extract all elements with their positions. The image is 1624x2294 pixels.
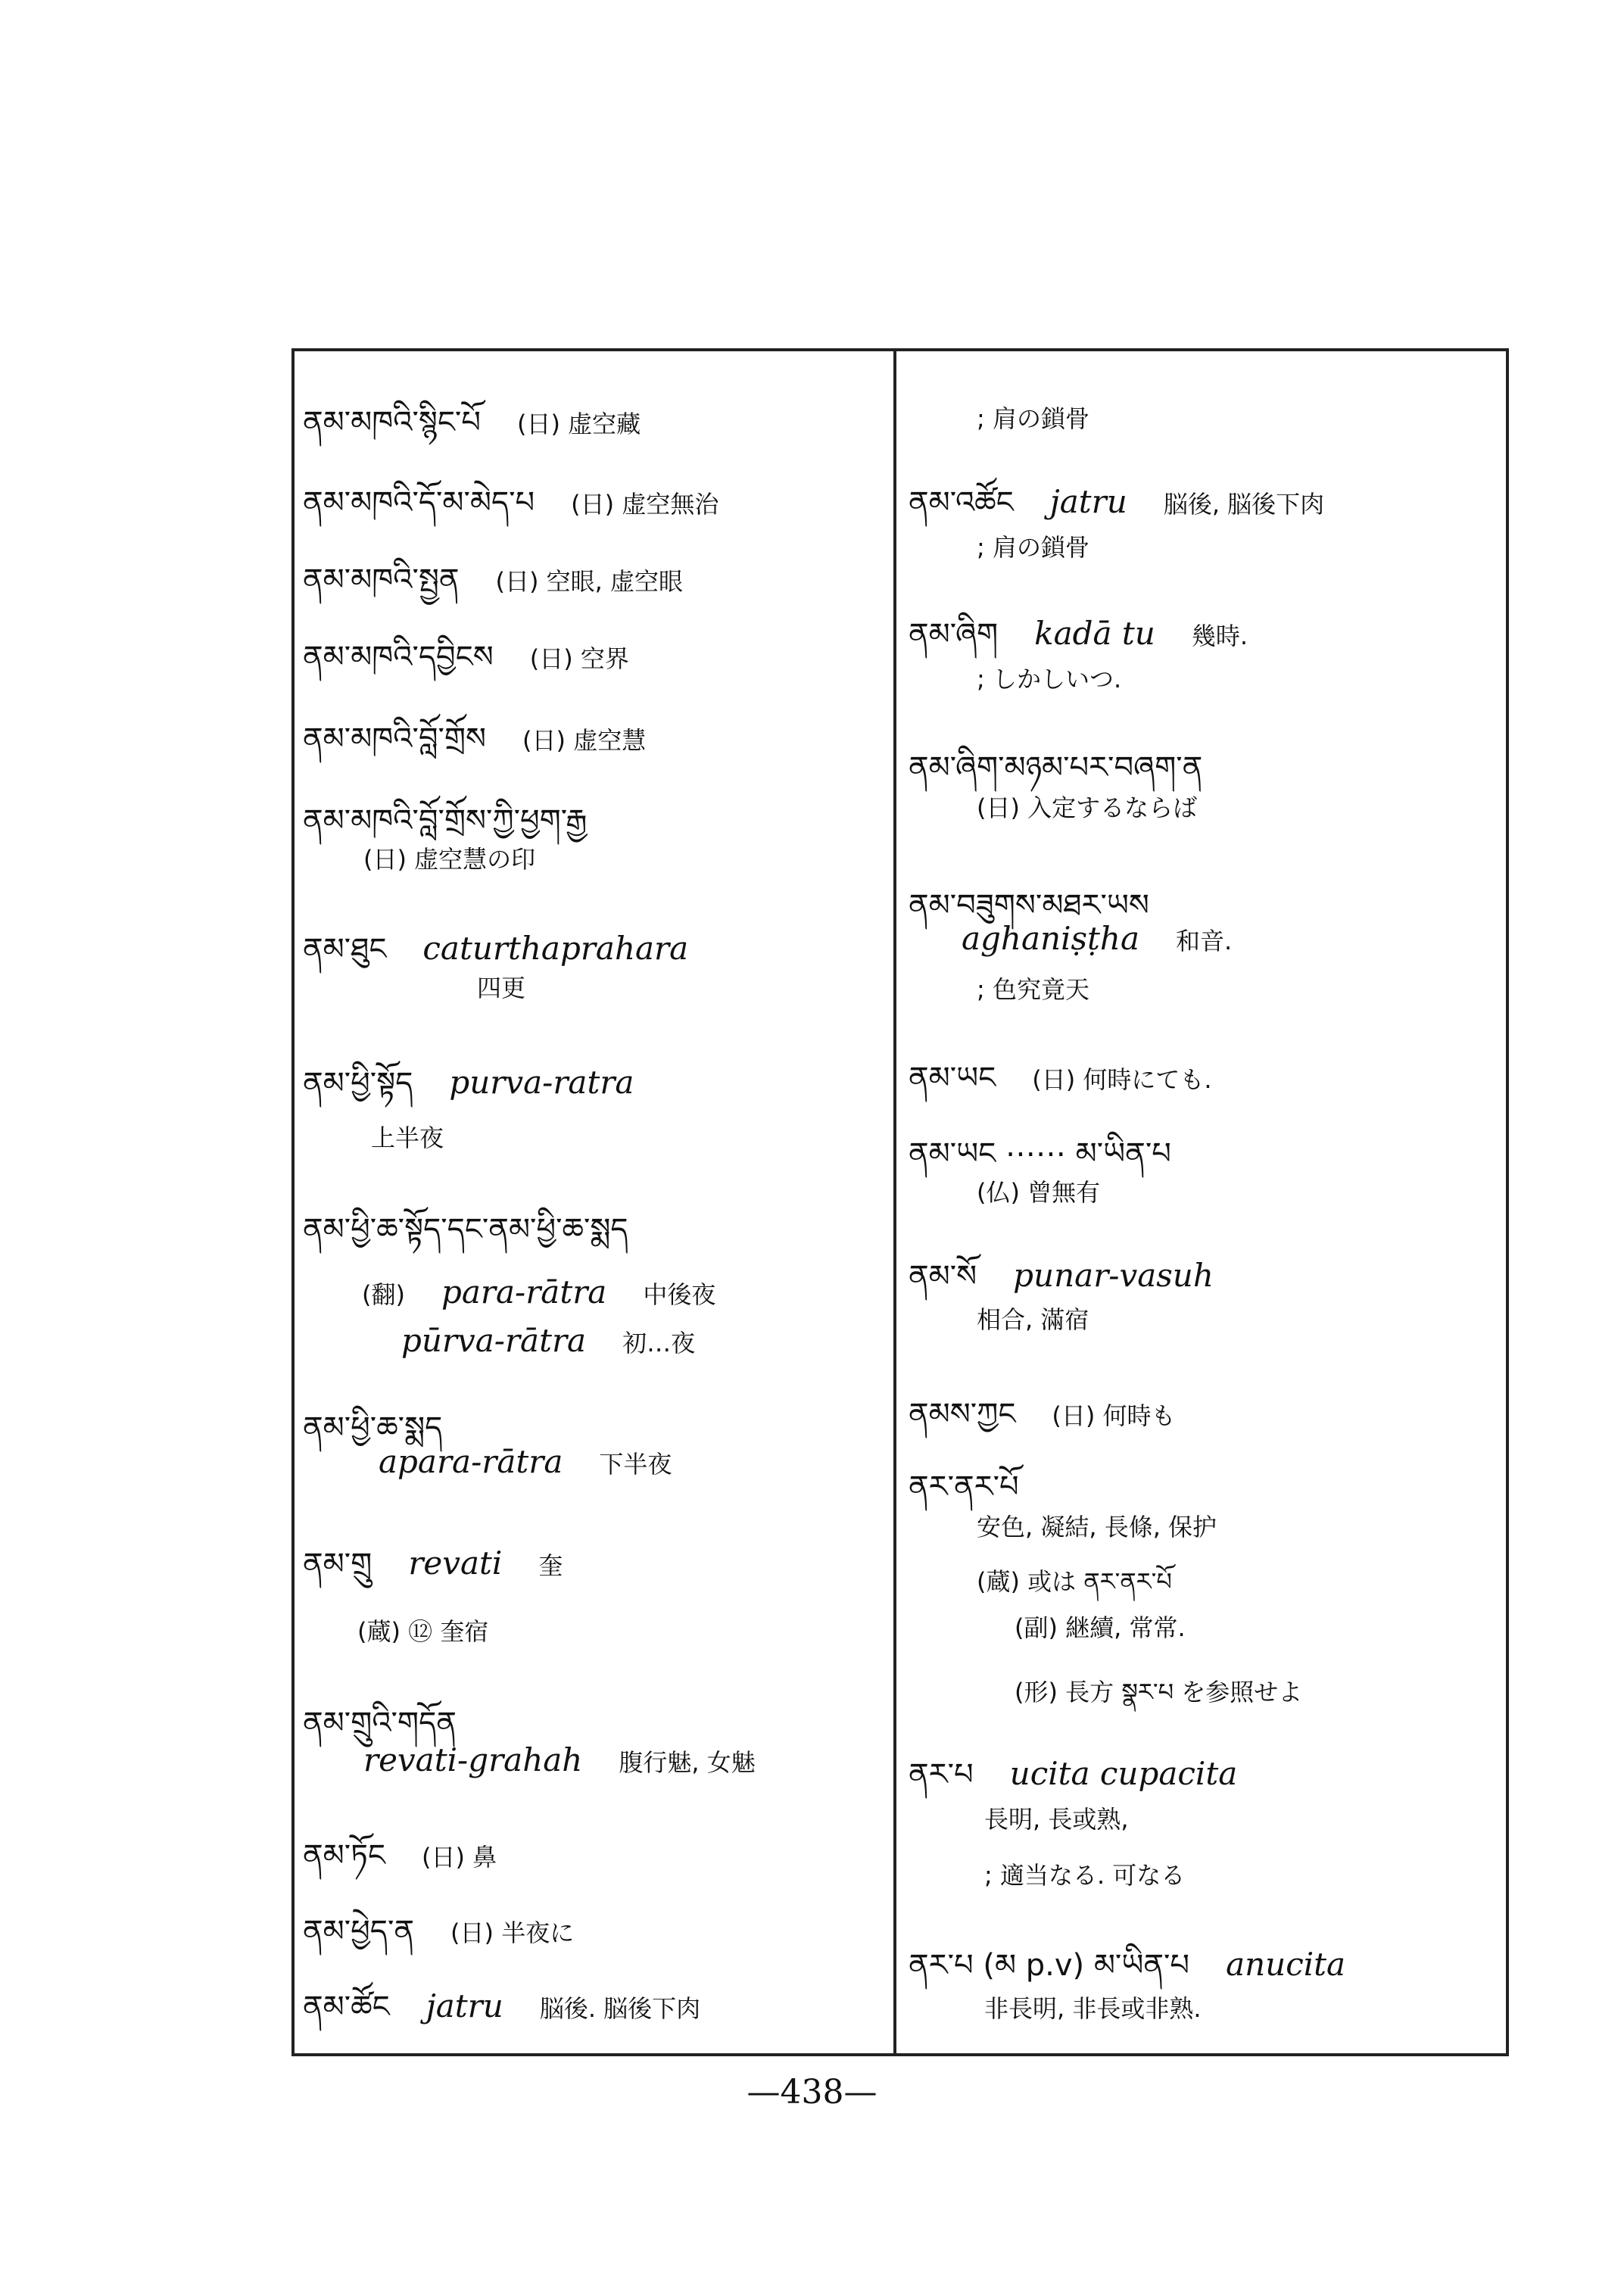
- entry: pūrva-rātra 初…夜: [401, 1322, 696, 1359]
- entry: apara-rātra 下半夜: [379, 1443, 672, 1480]
- entry: 安色, 凝結, 長條, 保护: [977, 1513, 1217, 1541]
- entry: ནམ་ཞིག་མཉམ་པར་བཞག་ན: [909, 750, 1203, 785]
- entry: 相合, 滿宿: [977, 1305, 1089, 1334]
- entry: (蔵) ⑫ 奎宿: [357, 1617, 489, 1646]
- entry: ནམས་ཀྱང (日) 何時も: [909, 1397, 1176, 1432]
- entry: 上半夜: [371, 1124, 444, 1152]
- entry: ནམ་ཕྱི་ཆ་སྨད: [303, 1410, 443, 1445]
- entry: ནམ་ཚོང jatru 脳後. 脳後下肉: [303, 1987, 701, 2024]
- entry: ནམ་གྲུའི་གདོན: [303, 1706, 457, 1741]
- entry: (仏) 曾無有: [977, 1178, 1101, 1207]
- entry: 四更: [477, 974, 526, 1002]
- entry: (日) 入定するならば: [977, 793, 1198, 822]
- entry: ; 適当なる. 可なる: [984, 1861, 1186, 1890]
- entry: ནར་པ (མ p.v) མ་ཡིན་པ anucita: [909, 1946, 1346, 1983]
- entry: aghaniṣṭha 和音.: [962, 920, 1233, 957]
- entry: (蔵) 或は ནར་ནར་པོ: [977, 1567, 1172, 1596]
- entry: ནམ་མཁའི་དོ་མ་མེད་པ (日) 虚空無治: [303, 485, 719, 520]
- entry: ནམ་ཐུང caturthaprahara: [303, 930, 689, 967]
- entry: revati-grahah 腹行魅, 女魅: [363, 1741, 756, 1778]
- entry: (形) 長方 སྣར་པ を参照せよ: [1015, 1678, 1303, 1706]
- entry: ནམ་མཁའི་དབྱིངས (日) 空界: [303, 640, 629, 675]
- entry: ནར་པ ucita cupacita: [909, 1755, 1238, 1792]
- entry: 長明, 長或熟,: [984, 1805, 1129, 1834]
- entry: ནར་ནར་པོ: [909, 1470, 1019, 1504]
- entry: ནམ་མཁའི་བློ་གྲོས་ཀྱི་ཕྱག་རྒྱ: [303, 803, 588, 838]
- entry: ནམ་ཕྱེད་ན (日) 半夜に: [303, 1914, 575, 1949]
- entry: ནམ་ཞིག kadā tu 幾時.: [909, 615, 1248, 652]
- entry: ནམ་ཡང (日) 何時にても.: [909, 1061, 1212, 1096]
- entry: ནམ་ཡང ⋯⋯ མ་ཡིན་པ: [909, 1136, 1171, 1171]
- entry: ནམ་ཏོང (日) 鼻: [303, 1838, 497, 1873]
- entry: ; 肩の鎖骨: [977, 533, 1089, 562]
- entry: ; しかしいつ.: [977, 665, 1122, 693]
- entry: ནམ་ཕྱི་སྟོད purva-ratra: [303, 1064, 634, 1101]
- entry: ནམ་མཁའི་སྙིང་པོ (日) 虚空藏: [303, 405, 641, 440]
- entry: ; 色究竟天: [977, 975, 1089, 1004]
- entry: (翻) para-rātra 中後夜: [362, 1273, 716, 1311]
- entry: (日) 虚空慧の印: [363, 845, 536, 874]
- column-divider: [893, 348, 896, 2056]
- entry: ནམ་གྲུ revati 奎: [303, 1544, 563, 1582]
- entry: ནམ་འཚོང jatru 脳後, 脳後下肉: [909, 483, 1325, 520]
- entry: 非長明, 非長或非熟.: [984, 1994, 1202, 2023]
- entry: ནམ་མཁའི་སྤྱན (日) 空眼, 虚空眼: [303, 563, 684, 597]
- page-number: —438—: [747, 2073, 877, 2112]
- entry: ནམ་བཟུགས་མཐར་ཡས: [909, 888, 1149, 923]
- entry: ནམ་ཕྱི་ཆ་སྟོད་དང་ནམ་ཕྱི་ཆ་སྨད: [303, 1212, 628, 1247]
- entry: ནམ་མཁའི་བློ་གྲོས (日) 虚空慧: [303, 722, 647, 756]
- entry: (副) 継續, 常常.: [1015, 1613, 1186, 1642]
- entry: ནམ་སོ punar-vasuh: [909, 1257, 1214, 1294]
- entry: ; 肩の鎖骨: [977, 404, 1089, 433]
